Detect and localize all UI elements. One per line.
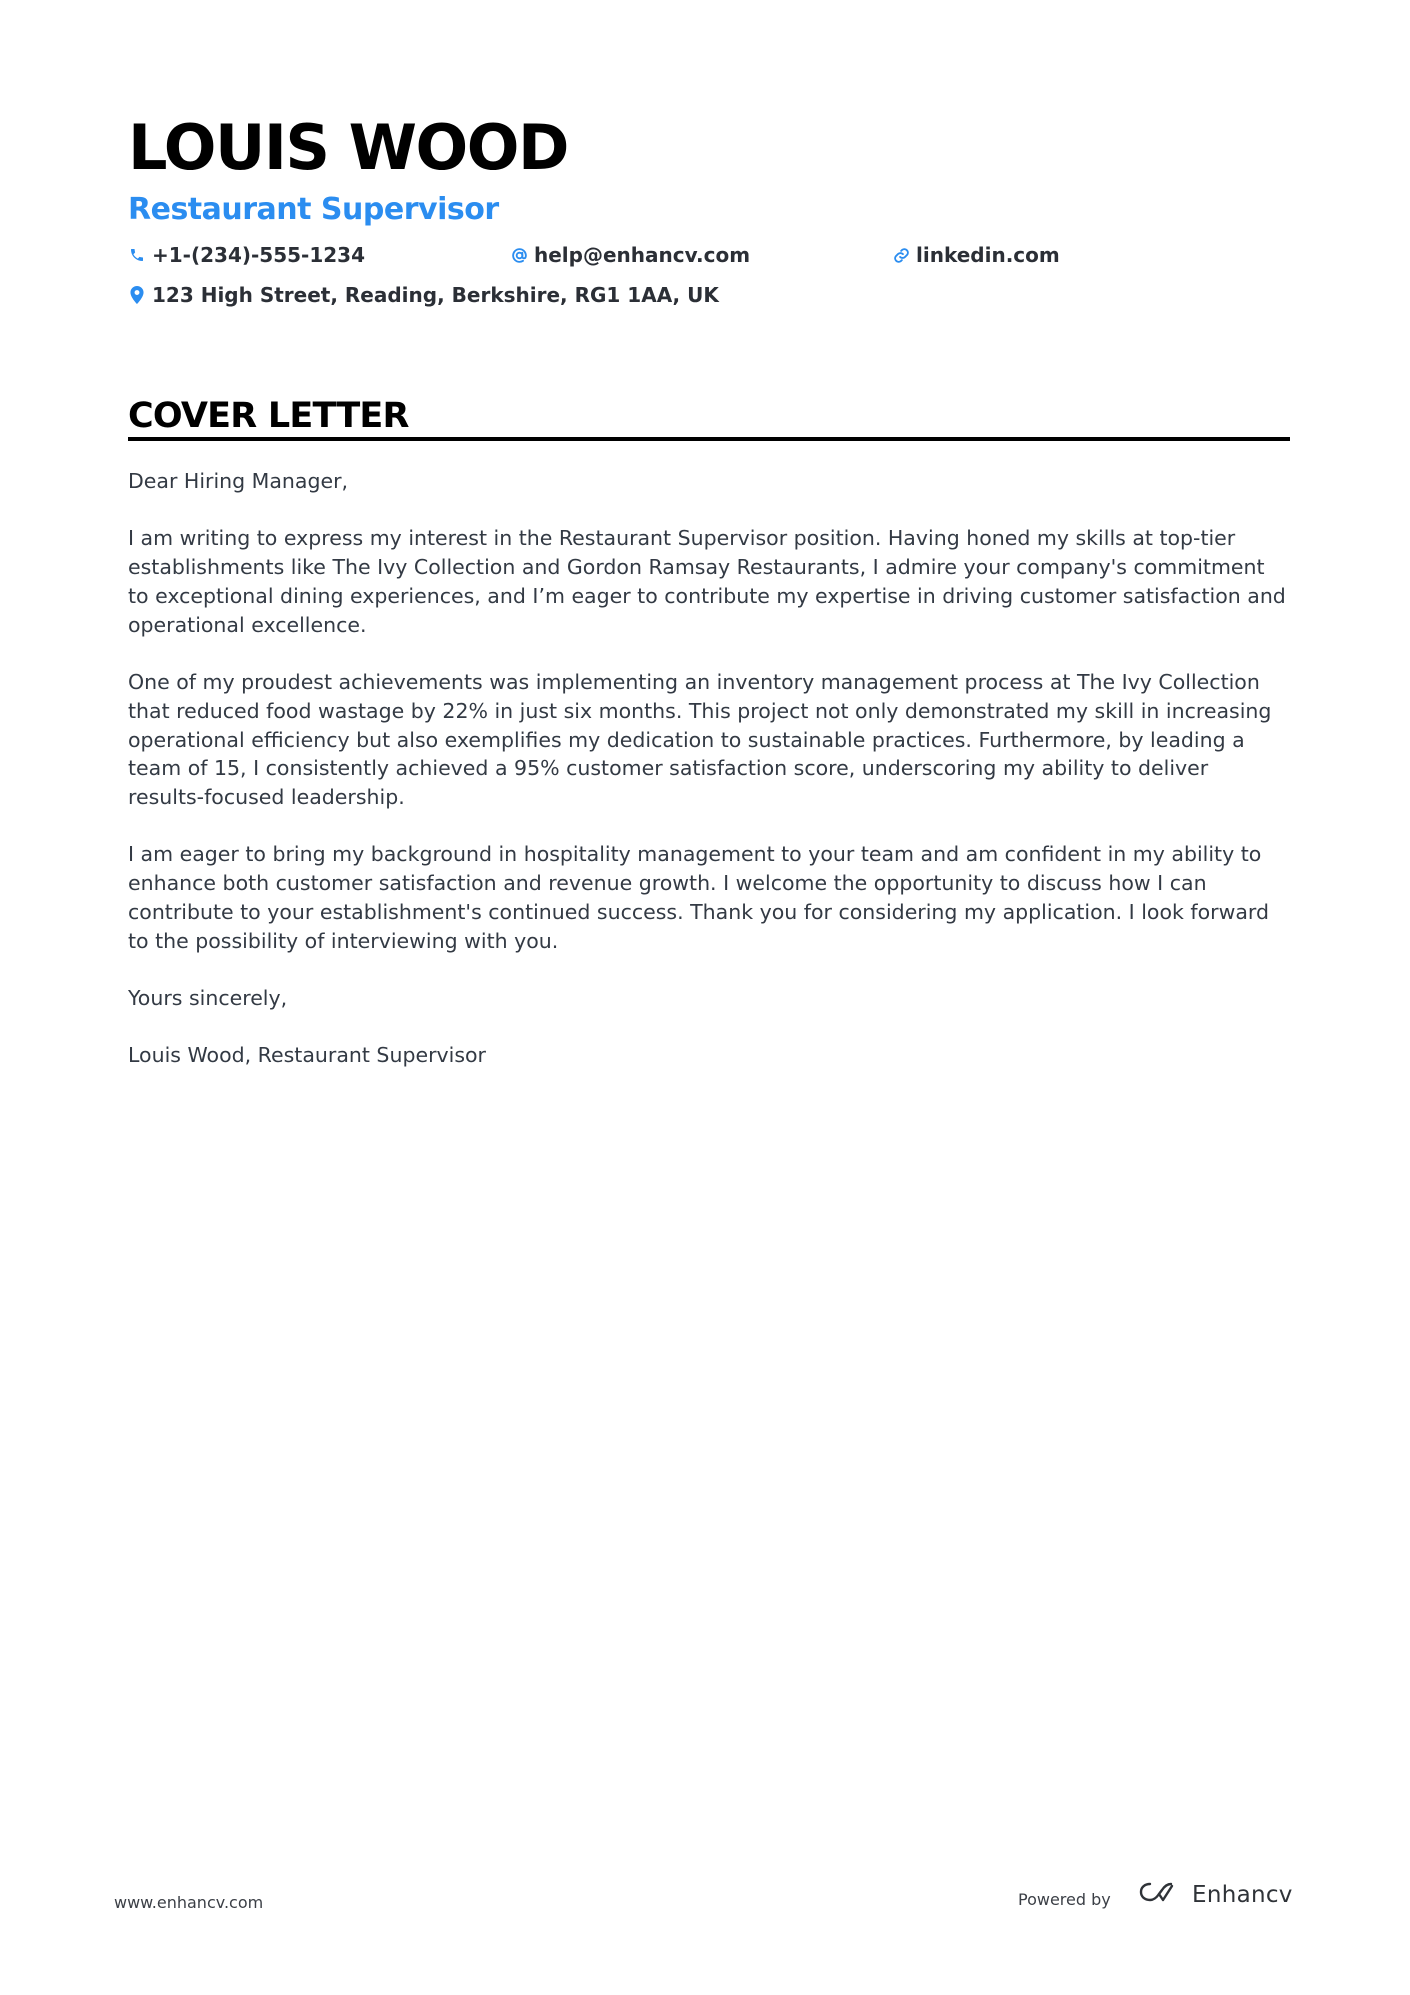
candidate-name: LOUIS WOOD — [128, 111, 568, 184]
email-text[interactable]: help@enhancv.com — [534, 243, 751, 267]
section-divider — [128, 437, 1290, 441]
location-pin-icon — [128, 284, 146, 306]
footer-powered-by: Powered by — [1018, 1890, 1111, 1909]
letter-closing: Yours sincerely, — [128, 986, 288, 1011]
contact-link — [892, 241, 1060, 269]
section-title: COVER LETTER — [128, 396, 409, 436]
letter-paragraph: I am eager to bring my background in hospitality management to your team and am confident in my ability to enhance both customer satisfaction and revenue growth. I welcome the opportunity to discuss how I can contribute to your establishment's continued success. Thank you for considering my application. I look forward to the possibility of interviewing with you. — [128, 842, 1270, 953]
address-text: 123 High Street, Reading, Berkshire, RG1 1AA, UK — [152, 283, 719, 307]
contact-address — [128, 281, 719, 309]
link-text[interactable]: linkedin.com — [916, 243, 1060, 267]
letter-body — [128, 467, 1290, 1099]
footer-website[interactable]: www.enhancv.com — [114, 1893, 264, 1912]
letter-paragraph: One of my proudest achievements was implementing an inventory management process at The Ivy Collection that reduced food wastage by 22% in just six months. This project not only demonstrated my skill in increasing operational efficiency but also exemplifies my dedication to sustainable practices. Furthermore, by leading a team of 15, I consistently achieved a 95% customer satisfaction score, underscoring my ability to deliver results-focused leadership. — [128, 669, 1272, 810]
letter-greeting: Dear Hiring Manager, — [128, 469, 349, 493]
enhancv-logo-icon — [1138, 1880, 1184, 1909]
phone-text[interactable]: +1-(234)-555-1234 — [152, 243, 366, 267]
job-title: Restaurant Supervisor — [128, 192, 499, 227]
contact-phone — [128, 241, 365, 269]
letter-paragraph: I am writing to express my interest in the Restaurant Supervisor position. Having honed my skills at top-tier establishments like The Ivy Collection and Gordon Ramsay Restaurants, I admire your company's commitment to exceptional dining experiences, and I’m eager to contribute my expertise in driving customer satisfaction and operational excellence. — [128, 526, 1286, 637]
footer-brand[interactable] — [1138, 1880, 1293, 1909]
brand-name: Enhancv — [1192, 1881, 1293, 1908]
contact-email — [510, 241, 750, 269]
phone-icon — [128, 244, 146, 266]
link-icon — [892, 244, 910, 266]
letter-signature: Louis Wood, Restaurant Supervisor — [128, 1043, 486, 1068]
at-icon — [510, 244, 528, 266]
